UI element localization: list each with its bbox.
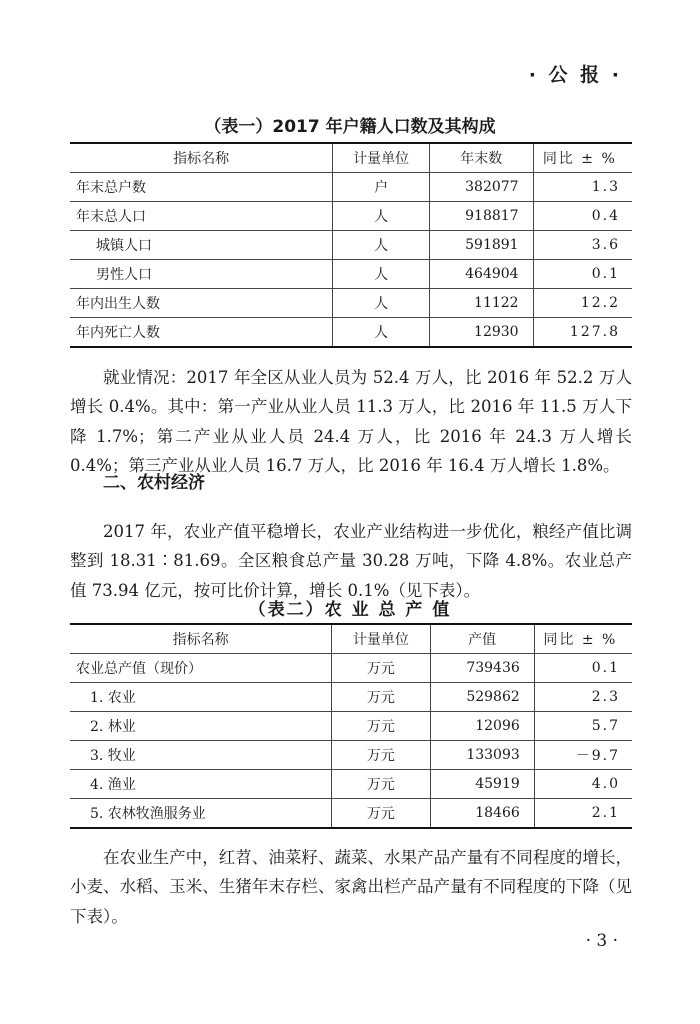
table-header-row <box>70 143 632 173</box>
row-name: 2. 林业 <box>70 712 332 741</box>
row-name: 男性人口 <box>70 260 333 289</box>
production-paragraph: 在农业生产中，红苕、油菜籽、蔬菜、水果产品产量有不同程度的增长，小麦、水稻、玉米、生猪年末存栏、家禽出栏产品产量有不同程度的下降（见下表）。 <box>70 847 632 926</box>
row-yoy: 0.1 <box>533 260 632 289</box>
row-yoy: 4.0 <box>534 770 632 799</box>
table-row <box>70 712 632 741</box>
row-name: 农业总产值（现价） <box>70 654 332 683</box>
row-value: 12096 <box>430 712 534 741</box>
section-heading-rural-economy: 二、农村经济 <box>103 473 205 493</box>
row-name: 年内死亡人数 <box>70 318 333 348</box>
row-unit: 万元 <box>332 741 430 770</box>
column-header-unit: 计量单位 <box>332 624 430 654</box>
agricultural-output-table <box>70 623 632 829</box>
row-unit: 人 <box>333 231 430 260</box>
row-value: 529862 <box>430 683 534 712</box>
row-yoy: 1.3 <box>533 173 632 202</box>
table-row <box>70 318 632 348</box>
table-row <box>70 289 632 318</box>
row-yoy: －9.7 <box>534 741 632 770</box>
table1-title: （表一）2017 年户籍人口数及其构成 <box>204 117 496 137</box>
table2-title: （表二）农 业 总 产 值 <box>248 600 452 620</box>
row-unit: 万元 <box>332 799 430 829</box>
row-name: 5. 农林牧渔服务业 <box>70 799 332 829</box>
column-header-yoy: 同比 ± % <box>534 624 632 654</box>
row-yoy: 5.7 <box>534 712 632 741</box>
row-yoy: 0.1 <box>534 654 632 683</box>
row-name: 年末总人口 <box>70 202 333 231</box>
row-value: 133093 <box>430 741 534 770</box>
row-name: 1. 农业 <box>70 683 332 712</box>
row-name: 年内出生人数 <box>70 289 333 318</box>
table-row <box>70 173 632 202</box>
household-population-table <box>70 142 632 348</box>
row-unit: 万元 <box>332 770 430 799</box>
row-unit: 人 <box>333 202 430 231</box>
table-row <box>70 202 632 231</box>
row-yoy: 0.4 <box>533 202 632 231</box>
row-value: 45919 <box>430 770 534 799</box>
row-value: 591891 <box>430 231 534 260</box>
row-yoy: 2.3 <box>534 683 632 712</box>
row-value: 11122 <box>430 289 534 318</box>
table-row <box>70 799 632 829</box>
table-header-row <box>70 624 632 654</box>
table-row <box>70 654 632 683</box>
row-unit: 万元 <box>332 654 430 683</box>
employment-paragraph: 就业情况：2017 年全区从业人员为 52.4 万人，比 2016 年 52.2 万人增长 0.4%。其中：第一产业从业人员 11.3 万人，比 2016 年 11.5 万人下降 1.7%；第二产业从业人员 24.4 万人，比 2016 年 24.3 万人增长 0.4%；第三产业从业人员 16.7 万人，比 2016 年 16.4 万人增长 1.8%。 <box>70 367 632 475</box>
column-header-value: 年末数 <box>430 143 534 173</box>
row-name: 年末总户数 <box>70 173 333 202</box>
row-unit: 人 <box>333 318 430 348</box>
table-row <box>70 260 632 289</box>
row-name: 3. 牧业 <box>70 741 332 770</box>
row-unit: 万元 <box>332 683 430 712</box>
table-row <box>70 770 632 799</box>
row-yoy: 3.6 <box>533 231 632 260</box>
row-unit: 人 <box>333 289 430 318</box>
row-value: 739436 <box>430 654 534 683</box>
table-row <box>70 741 632 770</box>
row-value: 918817 <box>430 202 534 231</box>
row-yoy: 12.2 <box>533 289 632 318</box>
column-header-indicator: 指标名称 <box>70 624 332 654</box>
table-row <box>70 231 632 260</box>
column-header-indicator: 指标名称 <box>70 143 333 173</box>
row-yoy: 2.1 <box>534 799 632 829</box>
row-value: 464904 <box>430 260 534 289</box>
column-header-value: 产值 <box>430 624 534 654</box>
table-row <box>70 683 632 712</box>
column-header-unit: 计量单位 <box>333 143 430 173</box>
row-value: 12930 <box>430 318 534 348</box>
row-yoy: 127.8 <box>533 318 632 348</box>
row-unit: 户 <box>333 173 430 202</box>
row-name: 4. 渔业 <box>70 770 332 799</box>
row-name: 城镇人口 <box>70 231 333 260</box>
row-value: 18466 <box>430 799 534 829</box>
section-header-tag: · 公 报 · <box>528 64 622 86</box>
rural-economy-paragraph: 2017 年，农业产值平稳增长，农业产业结构进一步优化，粮经产值比调整到 18.31∶81.69。全区粮食总产量 30.28 万吨，下降 4.8%。农业总产值 73.94 亿元，按可比价计算，增长 0.1%（见下表）。 <box>70 521 632 600</box>
row-value: 382077 <box>430 173 534 202</box>
page-number: · 3 · <box>585 931 618 951</box>
column-header-yoy: 同比 ± % <box>533 143 632 173</box>
row-unit: 万元 <box>332 712 430 741</box>
row-unit: 人 <box>333 260 430 289</box>
